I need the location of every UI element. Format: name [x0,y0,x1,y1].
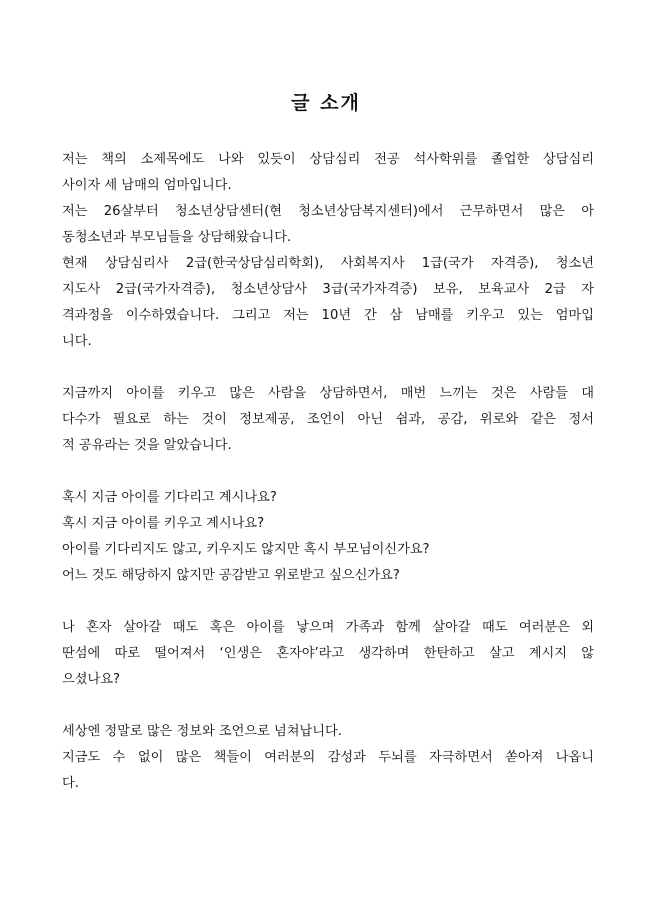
text-line: 적 공유라는 것을 알았습니다. [62,438,232,453]
text-line: 다수가 필요로 하는 것이 정보제공, 조언이 아닌 쉼과, 공감, 위로와 같은 정서 [62,412,594,427]
paragraph [62,719,594,797]
document-body [62,147,594,797]
paragraph-gap [62,355,594,381]
page-title: 글 소개 [291,92,361,114]
text-line: 딴섬에 따로 떨어져서 ‘인생은 혼자야’라고 생각하며 한탄하고 살고 계시지 않 [62,646,594,661]
text-line: 지금도 수 없이 많은 책들이 여러분의 감성과 두뇌를 자극하면서 쏟아져 나옵니 [62,750,594,765]
text-line: 격과정을 이수하였습니다. 그리고 저는 10년 간 삼 남매를 키우고 있는 엄마입 [62,308,594,323]
paragraph [62,199,594,251]
text-line: 다. [62,776,79,791]
paragraph [62,381,594,459]
paragraph-gap [62,693,594,719]
text-line: 지도사 2급(국가자격증), 청소년상담사 3급(국가자격증) 보유, 보육교사 2급 자 [62,282,594,297]
paragraph-gap [62,589,594,615]
text-line: 아이를 기다리지도 않고, 키우지도 않지만 혹시 부모님이신가요? [62,542,430,557]
text-line: 혹시 지금 아이를 기다리고 계시나요? [62,490,277,505]
text-line: 어느 것도 해당하지 않지만 공감받고 위로받고 싶으신가요? [62,568,400,583]
paragraph [62,147,594,199]
paragraph [62,615,594,693]
text-line: 니다. [62,334,92,349]
text-line: 사이자 세 남매의 엄마입니다. [62,178,232,193]
text-line: 현재 상담심리사 2급(한국상담심리학회), 사회복지사 1급(국가 자격증), 청소년 [62,256,594,271]
text-line: 으셨나요? [62,672,120,687]
text-line: 나 혼자 살아갈 때도 혹은 아이를 낳으며 가족과 함께 살아갈 때도 여러분은 외 [62,620,594,635]
paragraph-gap [62,459,594,485]
paragraph [62,485,594,589]
text-line: 저는 책의 소제목에도 나와 있듯이 상담심리 전공 석사학위를 졸업한 상담심리 [62,152,594,167]
text-line: 동청소년과 부모님들을 상담해왔습니다. [62,230,292,245]
text-line: 세상엔 정말로 많은 정보와 조언으로 넘쳐납니다. [62,724,342,739]
text-line: 지금까지 아이를 키우고 많은 사람을 상담하면서, 매번 느끼는 것은 사람들 대 [62,386,594,401]
text-line: 혹시 지금 아이를 키우고 계시나요? [62,516,265,531]
paragraph [62,251,594,355]
text-line: 저는 26살부터 청소년상담센터(현 청소년상담복지센터)에서 근무하면서 많은 아 [62,204,594,219]
